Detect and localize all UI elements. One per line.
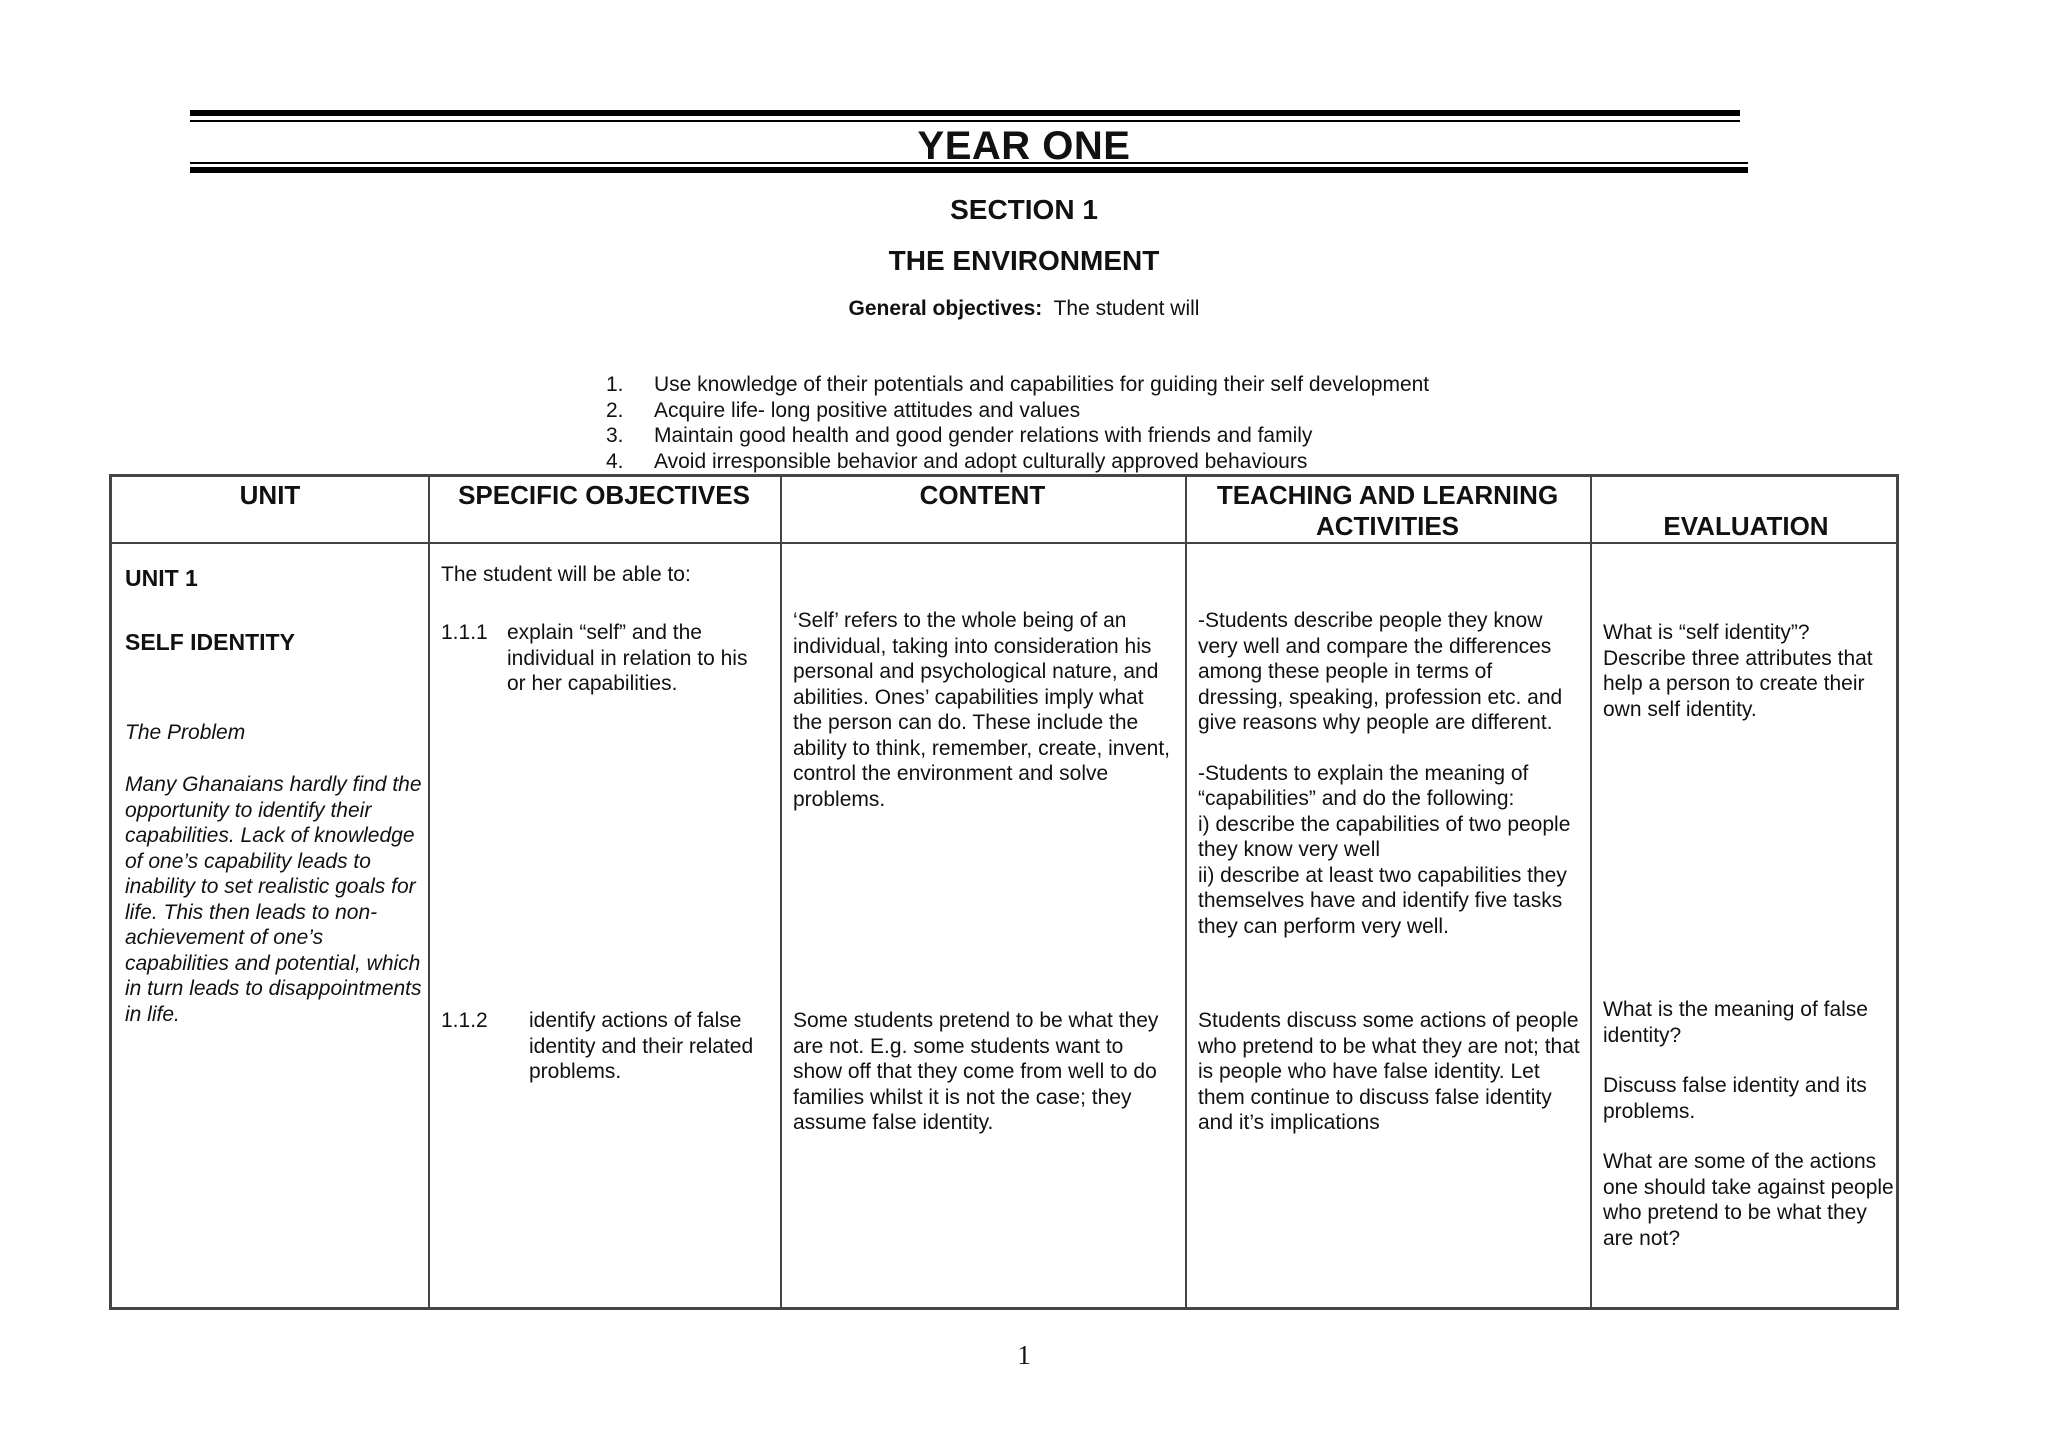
problem-text: Many Ghanaians hardly find the opportunity to identify their capabilities. Lack of knowledge of one’s capability leads to inability to set realistic goals for life. This then leads to non-achievement of one’s capabilities and potential, which in turn leads to disappointments in life. [125, 773, 422, 1026]
list-text: Acquire life- long positive attitudes and values [654, 398, 1081, 422]
topic-title: THE ENVIRONMENT [888, 245, 1160, 276]
list-item [606, 398, 1429, 424]
column-divider [1590, 477, 1592, 1307]
header-teaching-line2: ACTIVITIES [1315, 511, 1459, 541]
page-number: 1 [1017, 1340, 1031, 1370]
header-teaching-line1: TEACHING AND LEARNING [1216, 480, 1559, 510]
specific-intro: The student will be able to: [441, 563, 691, 586]
header-content: CONTENT [919, 480, 1046, 510]
header-divider [112, 542, 1896, 544]
general-objectives-label: General objectives: [848, 297, 1043, 320]
year-title: YEAR ONE [917, 124, 1131, 168]
objective-1-1-2 [441, 1008, 771, 1085]
header-evaluation: EVALUATION [1663, 511, 1829, 541]
list-item [606, 372, 1429, 398]
activity-paragraph: -Students describe people they know very well and compare the differences among these people in terms of dressing, speaking, profession etc. and give reasons why people are different. [1198, 609, 1563, 734]
general-objectives-text: The student will [1053, 297, 1200, 320]
objective-text: explain “self” and the individual in relation to his or her capabilities. [507, 621, 748, 695]
list-number: 1. [606, 373, 624, 396]
list-text: Use knowledge of their potentials and capabilities for guiding their self development [654, 373, 1430, 396]
objective-text: identify actions of false identity and their related problems. [529, 1009, 754, 1083]
evaluation-1-1-2 [1603, 997, 1898, 1251]
top-rule-thick [190, 110, 1740, 116]
header-unit: UNIT [239, 480, 301, 510]
unit-title: SELF IDENTITY [125, 629, 295, 655]
evaluation-question: Discuss false identity and its problems. [1603, 1074, 1867, 1123]
content-1-1-1: ‘Self’ refers to the whole being of an individual, taking into consideration his personal and psychological nature, and abilities. Ones’ capabilities imply what the person can do. These include the ability to think, remember, create, invent, control the environment and solve problems. [793, 609, 1171, 811]
header-teaching-activities [1185, 480, 1590, 542]
list-text: Avoid irresponsible behavior and adopt culturally approved behaviours [654, 449, 1308, 473]
column-divider [1185, 477, 1187, 1307]
header-specific-objectives: SPECIFIC OBJECTIVES [458, 480, 750, 510]
syllabus-table [109, 474, 1899, 1310]
unit-label: UNIT 1 [125, 565, 198, 591]
activity-item: ii) describe at least two capabilities they themselves have and identify five tasks they can perform very well. [1198, 863, 1567, 938]
list-number: 3. [606, 424, 624, 447]
list-number: 4. [606, 449, 624, 473]
objective-number: 1.1.2 [441, 1009, 488, 1032]
objectives-list [606, 372, 1429, 474]
list-item [606, 423, 1429, 449]
evaluation-question: What is the meaning of false identity? [1603, 998, 1868, 1047]
list-item [606, 449, 1429, 475]
section-title: SECTION 1 [950, 194, 1098, 225]
activity-item: i) describe the capabilities of two people they know very well [1198, 812, 1571, 861]
activity-paragraph: -Students to explain the meaning of “capabilities” and do the following: [1198, 761, 1529, 810]
evaluation-question: What are some of the actions one should take against people who pretend to be what they are not? [1603, 1150, 1894, 1250]
column-divider [780, 477, 782, 1307]
objective-number: 1.1.1 [441, 621, 488, 644]
activities-1-1-1 [1198, 608, 1583, 939]
evaluation-1-1-1: What is “self identity”? Describe three attributes that help a person to create their own self identity. [1603, 621, 1873, 721]
list-text: Maintain good health and good gender relations with friends and family [654, 424, 1313, 447]
activities-1-1-2: Students discuss some actions of people who pretend to be what they are not; that is people who have false identity. Let them continue to discuss false identity and it’s implications [1198, 1009, 1580, 1134]
column-divider [428, 477, 430, 1307]
content-1-1-2: Some students pretend to be what they are not. E.g. some students want to show off that they come from well to do families whilst it is not the case; they assume false identity. [793, 1009, 1159, 1134]
general-objectives [0, 297, 2048, 321]
problem-heading: The Problem [125, 721, 246, 744]
list-number: 2. [606, 398, 624, 422]
top-rule-thin [190, 120, 1740, 122]
objective-1-1-1 [441, 620, 771, 697]
